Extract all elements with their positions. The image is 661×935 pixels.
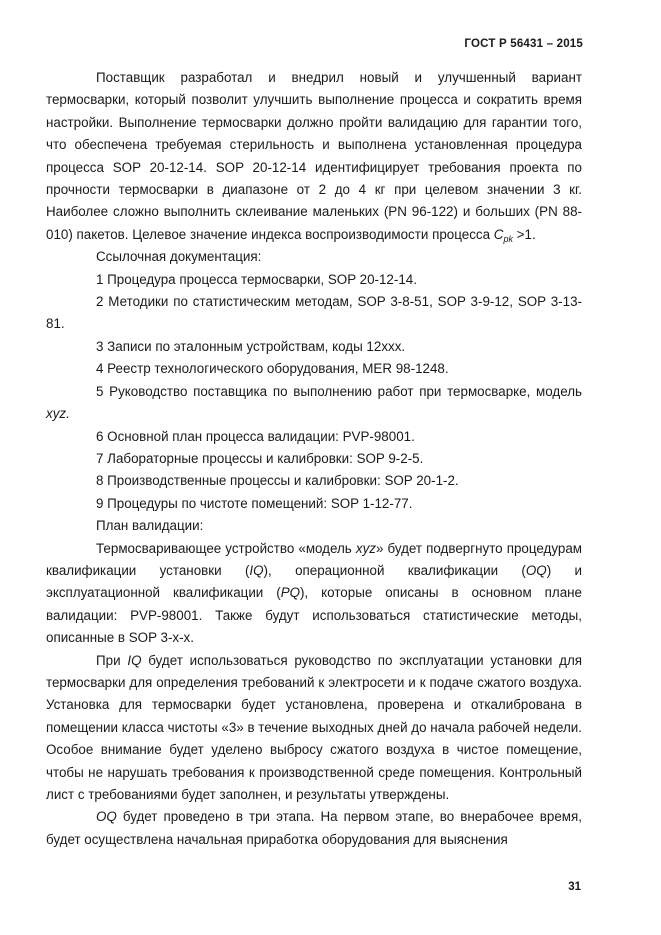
document-body [46, 67, 582, 851]
reference-item: 4 Реестр технологического оборудования, MER 98-1248. [96, 361, 449, 377]
page-number: 31 [568, 881, 581, 893]
reference-item: 5 Руководство поставщика по выполнению работ при термосварке, модель xyz. [46, 383, 582, 422]
plan-paragraph-iq: При IQ будет использоваться руководство по эксплуатации установки для термосварки для определения требований к электросети и к подаче сжатого воздуха. Установка для термосварки будет установлена, проверена и откалибрована в помещении класса чистоты «3» в течение выходных дней до начала рабочей недели. Особое внимание будет уделено выбросу сжатого воздуха в чистое помещение, чтобы не нарушать требования к производственной среде помещения. Контрольный лист с требованиями будет заполнен, и результаты утверждены. [46, 652, 583, 802]
intro-text: Поставщик разработал и внедрил новый и улучшенный вариант термосварки, который позволит улучшить выполнение процесса и сократить время настройки. Выполнение термосварки должно пройти валидацию для гарантии того, что обеспечена требуемая стерильность и выполнена установленная процедура процесса SOP 20-12-14. SOP 20-12-14 идентифицирует требования проекта по прочности термосварки в диапазоне от 2 до 4 кг при целевом значении 3 кг. Наиболее сложно выполнить склеивание маленьких (PN 96-122) и больших (PN 88-010) пакетов. Целевое значение индекса воспроизводимости процесса [46, 70, 582, 242]
reference-item: 6 Основной план процесса валидации: PVP-98001. [96, 428, 415, 444]
plan-paragraph-qualification: Термосваривающее устройство «модель xyz» будет подвергнуто процедурам квалификации установки (IQ), операционной квалификации (OQ) и эксплуатационной квалификации (PQ), которые описаны в основном плане валидации: PVP-98001. Также будут использоваться статистические методы, описанные в SOP 3-х-х. [46, 540, 582, 646]
standard-header: ГОСТ Р 56431 – 2015 [464, 38, 583, 50]
reference-item: 3 Записи по эталонным устройствам, коды 12ххх. [96, 338, 406, 354]
model-name: xyz. [46, 406, 70, 422]
reference-item: 9 Процедуры по чистоте помещений: SOP 1-12-77. [96, 495, 413, 511]
intro-tail: >1. [512, 226, 536, 242]
plan-heading: План валидации: [96, 518, 204, 534]
reference-item: 2 Методики по статистическим методам, SOP 3-8-51, SOP 3-9-12, SOP 3-13-81. [46, 294, 582, 332]
reference-item: 8 Производственные процессы и калибровки: SOP 20-1-2. [96, 473, 459, 489]
plan-paragraph-oq: OQ будет проведено в три этапа. На первом этапе, во внерабочее время, будет осуществлена начальная приработка оборудования для выяснения [46, 809, 582, 847]
reference-item: 1 Процедура процесса термосварки, SOP 20-12-14. [96, 271, 417, 287]
intro-paragraph [46, 67, 582, 246]
cpk-symbol: $C_{pk}$ [493, 226, 513, 244]
references-heading: Ссылочная документация: [96, 249, 262, 265]
reference-item: 7 Лабораторные процессы и калибровки: SOP 9-2-5. [96, 450, 424, 466]
